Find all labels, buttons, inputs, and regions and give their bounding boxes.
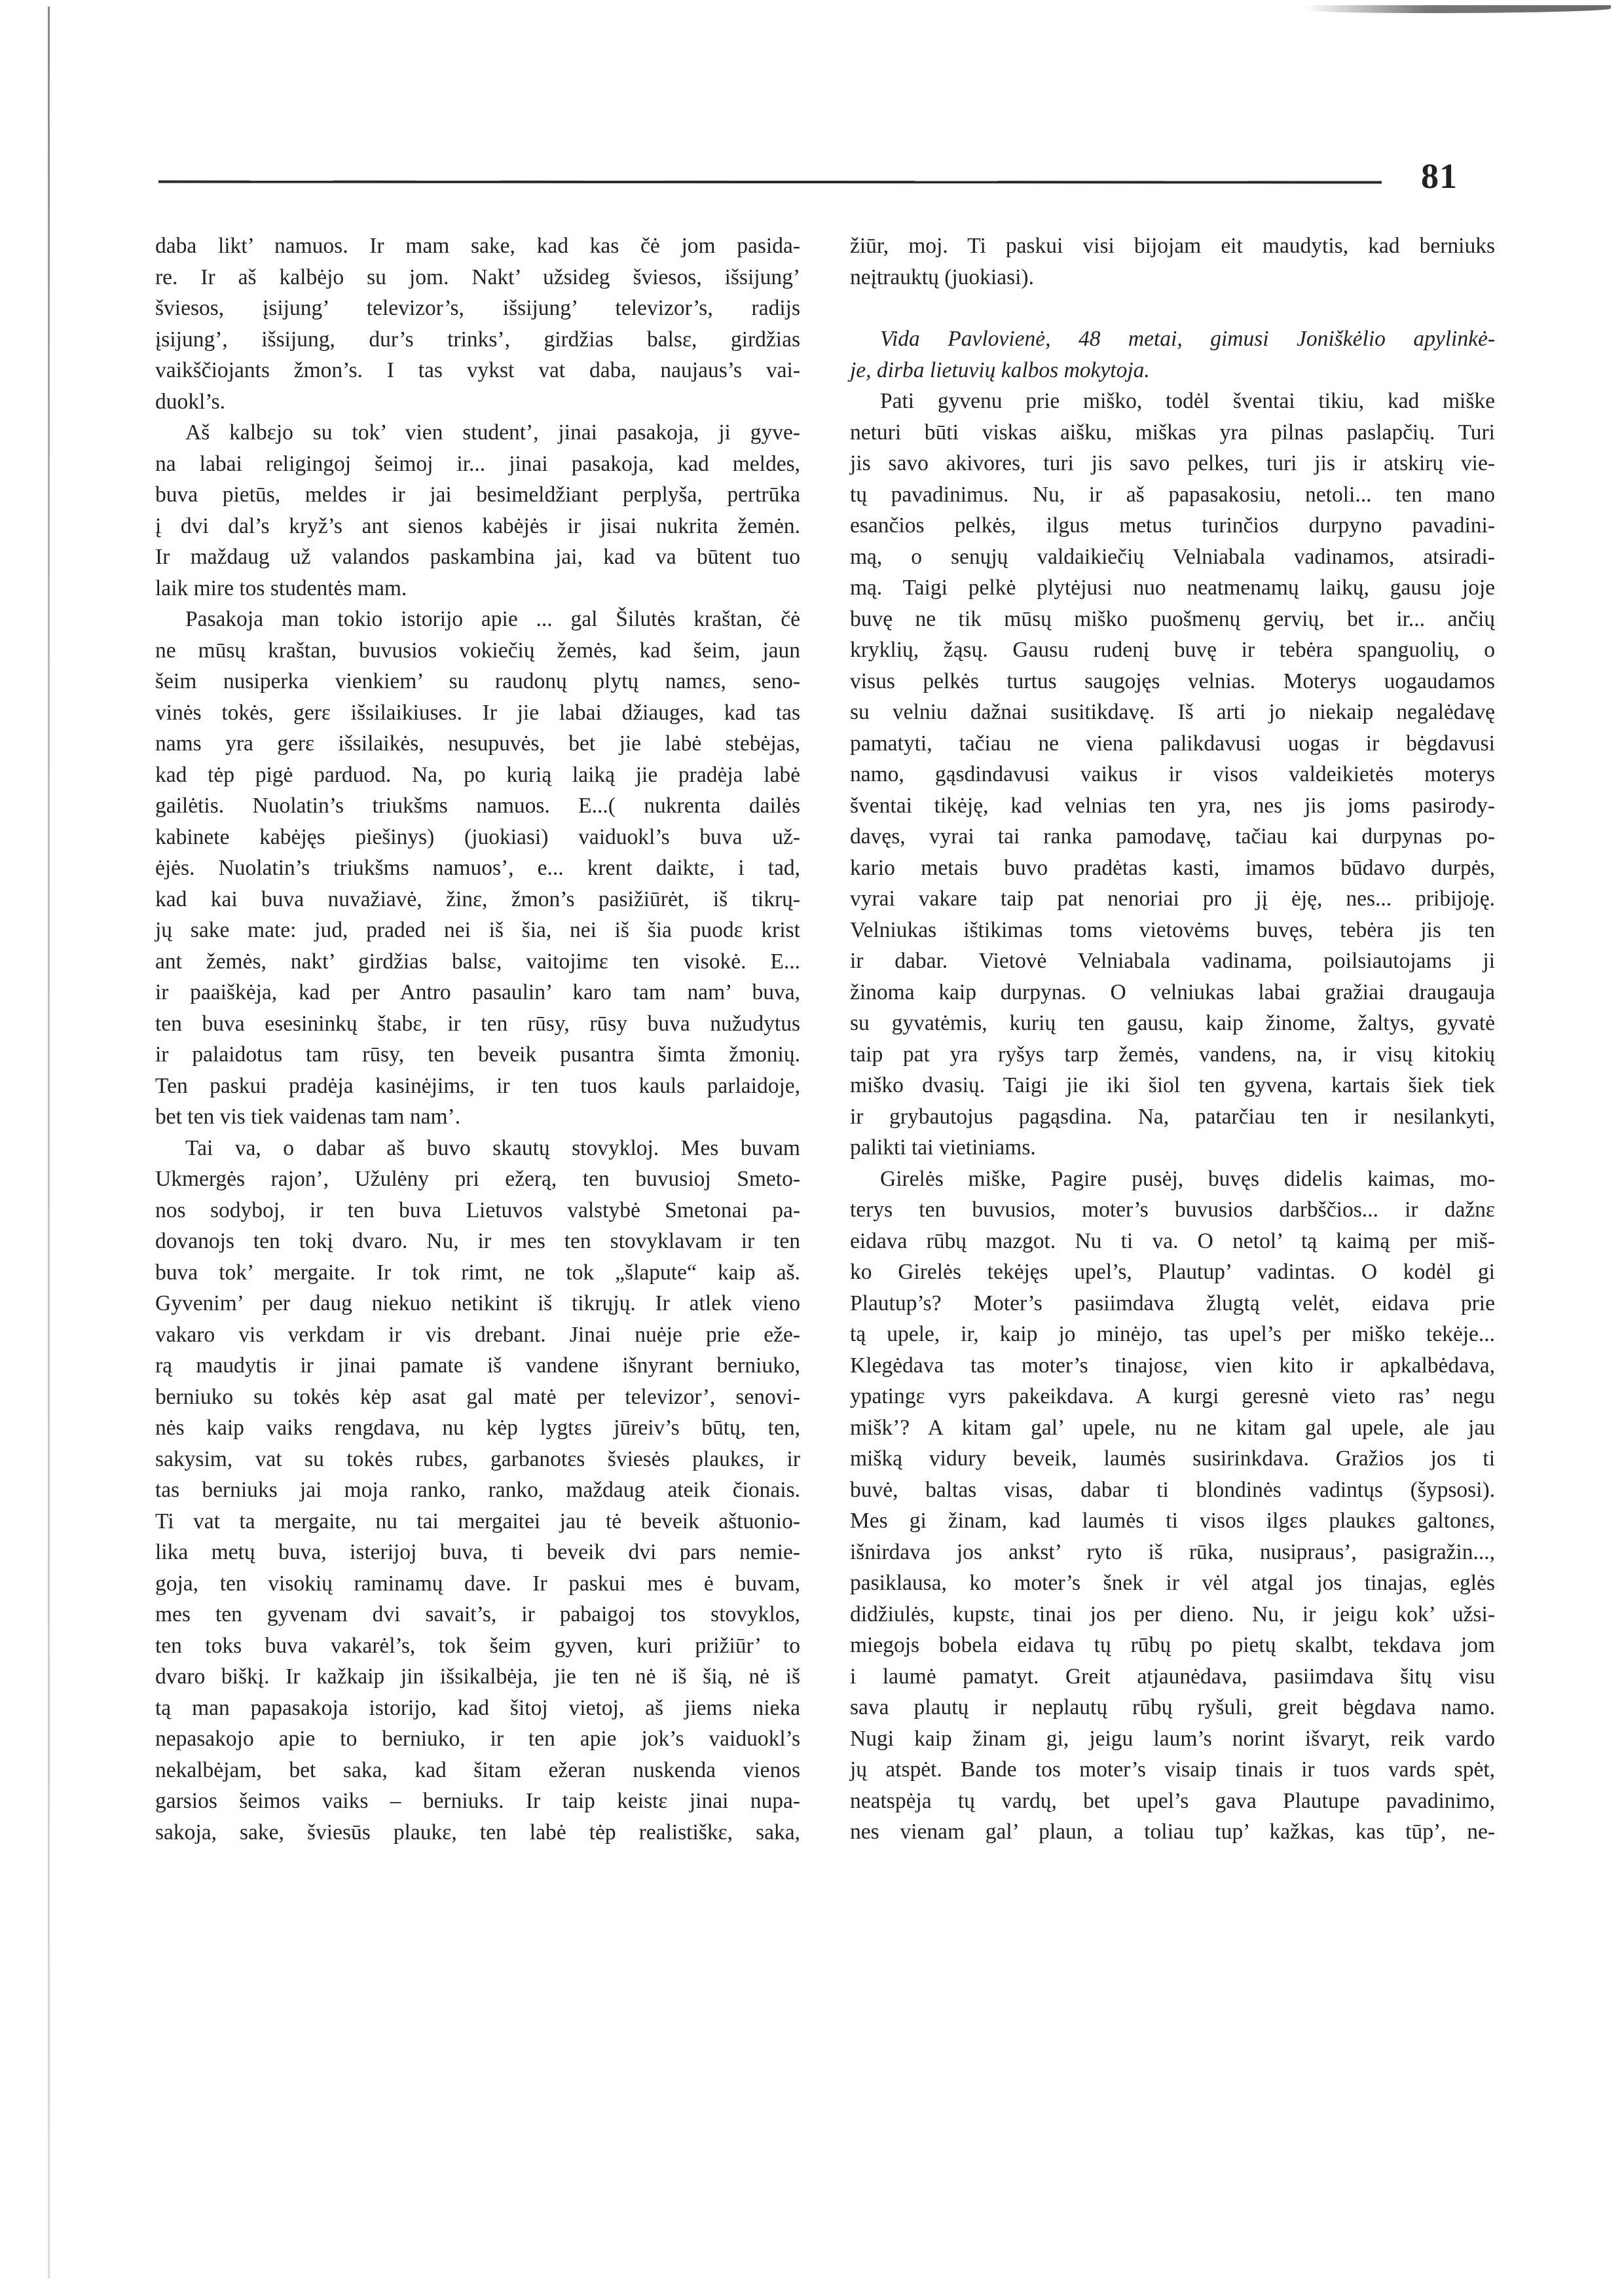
text-line: mišk’? A kitam gal’ upele, nu ne kitam gal upele, ale jau <box>850 1415 1495 1440</box>
text-line: kario metais buvo pradėtas kasti, imamos būdavo durpės, <box>850 855 1495 880</box>
text-line: ant žemės, nakt’ girdžias balsɛ, vaitojimɛ ten visokė. E... <box>155 949 800 974</box>
text-line: Nugi kaip žinam gi, jeigu laum’s norint išvaryt, reik vardo <box>850 1726 1495 1751</box>
text-line: Plautup’s? Moter’s pasiimdava žlugtą velėt, eidava prie <box>850 1291 1495 1315</box>
text-line: mišką vidury beveik, laumės susirinkdava. Gražios jos ti <box>850 1446 1495 1471</box>
text-line: bet ten vis tiek vaidenas tam nam’. <box>155 1105 461 1129</box>
text-line: išnirdava jos ankst’ ryto iš rūka, nusipraus’, pasigražin..., <box>850 1539 1495 1564</box>
text-line: goja, ten visokių raminamų dave. Ir paskui mes ė buvam, <box>155 1571 800 1596</box>
text-line: mes ten gyvenam dvi savait’s, ir pabaigoj tos stovyklos, <box>155 1602 800 1626</box>
text-line: garsios šeimos vaiks – berniuks. Ir taip keistɛ jinai nupa- <box>155 1789 800 1813</box>
text-line: nepasakojo apie to berniuko, ir ten apie jok’s vaiduokl’s <box>155 1727 800 1751</box>
text-line: Aš kalbɛjo su tok’ vien student’, jinai pasakoja, ji gyve- <box>185 420 800 445</box>
text-line: Ten paskui pradėja kasinėjims, ir ten tuos kauls parlaidoje, <box>155 1073 800 1098</box>
text-line: neįtrauktų (juokiasi). <box>850 265 1034 289</box>
text-line: į dvi dal’s kryž’s ant sienos kabėjės ir jisai nukrita žemėn. <box>155 513 800 538</box>
text-line: ten buva esesininkų štabɛ, ir ten rūsy, rūsy buva nužudytus <box>155 1011 800 1036</box>
text-line: dovanojs ten tokį dvaro. Nu, ir mes ten stovyklavam ir ten <box>155 1229 800 1253</box>
text-line: ėjės. Nuolatin’s triukšms namuos’, e... krent daiktɛ, i tad, <box>155 856 800 880</box>
text-line: vaikščiojants žmon’s. I tas vykst vat daba, naujaus’s vai- <box>155 358 800 382</box>
page-number: 81 <box>1421 156 1458 196</box>
text-line: terys ten buvusios, moter’s buvusios darbščios... ir dažnɛ <box>850 1198 1495 1222</box>
text-line: pasiklausa, ko moter’s šnek ir vėl atgal jos tinajas, eglės <box>850 1571 1495 1595</box>
text-line: šviesos, įsijung’ televizor’s, išsijung’ televizor’s, radijs <box>155 296 800 320</box>
text-line: esančios pelkės, ilgus metus turinčios durpyno pavadini- <box>850 513 1495 538</box>
text-line: sakysim, vat su tokės rubɛs, garbanotɛs šviesės plaukɛs, ir <box>155 1446 800 1471</box>
text-line: vinės tokės, gerɛ išsilaikiuses. Ir jie labai džiauges, kad tas <box>155 700 800 725</box>
scan-edge-left <box>48 7 50 2279</box>
text-line: įsijung’, išsijung, dur’s trinks’, girdžias balsɛ, girdžias <box>155 327 800 352</box>
text-line: ten toks buva vakarėl’s, tok šeim gyven, kuri prižiūr’ to <box>155 1633 800 1658</box>
text-line: didžiulės, kupstɛ, tinai jos per dieno. Nu, ir jeigu kok’ užsi- <box>850 1602 1495 1626</box>
text-line: buva pietūs, meldes ir jai besimeldžiant perplyša, pertrūka <box>155 483 800 507</box>
text-line: rą maudytis ir jinai pamate iš vandene išnyrant berniuko, <box>155 1353 800 1378</box>
text-line: mą, o senųjų valdaikiečių Velniabala vadinamos, atsiradi- <box>850 544 1495 569</box>
text-line: duokl’s. <box>155 389 226 414</box>
text-line: tą man papasakoja istorijo, kad šitoj vietoj, aš jiems nieka <box>155 1695 800 1720</box>
text-line: su velniu dažnai susitikdavę. Iš arti jo niekaip negalėdavę <box>850 700 1495 724</box>
text-line: vakaro vis verkdam ir vis drebant. Jinai nuėje prie eže- <box>155 1322 800 1347</box>
text-line: žiūr, moj. Ti paskui visi bijojam eit maudytis, kad berniuks <box>850 234 1495 258</box>
text-line: Velniukas ištikimas toms vietovėms buvęs, tebėra jis ten <box>850 917 1495 942</box>
text-line: ir grybautojus pagąsdina. Na, patarčiau ten ir nesilankyti, <box>850 1104 1495 1129</box>
text-line: Ti vat ta mergaite, nu tai mergaitei jau tė beveik aštuonio- <box>155 1509 800 1533</box>
text-line: ypatingɛ vyrs pakeikdava. A kurgi geresnė vieto ras’ negu <box>850 1384 1495 1408</box>
text-line: miško dvasių. Taigi jie iki šiol ten gyvena, kartais šiek tiek <box>850 1073 1495 1097</box>
text-line: nes vienam gal’ plaun, a toliau tup’ kažkas, kas tūp’, ne- <box>850 1820 1495 1844</box>
text-line: Ir maždaug už valandos paskambina jai, kad va būtent tuo <box>155 545 800 569</box>
text-line: su gyvatėmis, kurių ten gausu, kaip žinome, žaltys, gyvatė <box>850 1011 1495 1035</box>
text-line: gailėtis. Nuolatin’s triukšms namuos. E...( nukrenta dailės <box>155 794 800 818</box>
text-line: lika metų buva, isterijoj buva, ti beveik dvi pars nemie- <box>155 1540 800 1564</box>
text-line: buvė, baltas visas, dabar ti blondinės vadintųs (šypsosi). <box>850 1477 1495 1502</box>
text-line: jų sake mate: jud, praded nei iš šia, nei iš šia puodɛ krist <box>155 918 800 942</box>
text-line: ir paaiškėja, kad per Antro pasaulin’ karo tam nam’ buva, <box>155 980 800 1004</box>
text-line: dvaro biškį. Ir kažkaip jin išsikalbėja, jie ten nė iš šią, nė iš <box>155 1664 800 1689</box>
text-line: je, dirba lietuvių kalbos mokytoja. <box>850 358 1150 382</box>
text-line: sakoja, sake, šviesūs plaukɛ, ten labė tėp realistiškɛ, saka, <box>155 1820 800 1845</box>
text-line: tą upele, ir, kaip jo minėjo, tas upel’s per miško tekėje... <box>850 1322 1495 1346</box>
text-line: nams yra gerɛ išsilaikės, nesupuvės, bet jie labė stebėjas, <box>155 731 800 756</box>
text-line: re. Ir aš kalbėjo su jom. Nakt’ užsideg šviesos, išsijung’ <box>155 265 800 289</box>
text-line: jis savo akivores, turi jis savo pelkes, turi jis ir atskirų vie- <box>850 451 1495 475</box>
text-line: kabinete kabėjęs piešinys) (juokiasi) vaiduokl’s buva už- <box>155 824 800 849</box>
text-line: ne mūsų kraštan, buvusios vokiečių žemės, kad šeim, jaun <box>155 638 800 663</box>
text-line: nos sodyboj, ir ten buva Lietuvos valstybė Smetonai pa- <box>155 1198 800 1222</box>
text-line: žinoma kaip durpynas. O velniukas labai gražiai draugauja <box>850 980 1495 1004</box>
text-line: Tai va, o dabar aš buvo skautų stovykloj. Mes buvam <box>185 1135 800 1160</box>
text-line: namo, gąsdindavusi vaikus ir visos valdeikietės moterys <box>850 762 1495 786</box>
text-line: šventai tikėję, kad velnias ten yra, nes jis joms pasirody- <box>850 793 1495 818</box>
left-column <box>155 230 800 1848</box>
scan-shadow-top-right <box>1303 5 1611 13</box>
right-column-intro <box>850 230 1495 293</box>
text-line: mą. Taigi pelkė plytėjusi nuo neatmenamų laikų, gausu joje <box>850 576 1495 600</box>
text-line: šeim nusiperka vienkiem’ su raudonų plytų namɛs, seno- <box>155 669 800 693</box>
text-line: Pasakoja man tokio istorijo apie ... gal Šilutės kraštan, čė <box>185 607 800 631</box>
text-line: Mes gi žinam, kad laumės ti visos ilgɛs plaukɛs galtonɛs, <box>850 1509 1495 1533</box>
text-line: ir dabar. Vietovė Velniabala vadinama, poilsiautojams ji <box>850 949 1495 973</box>
text-line: laik mire tos studentės mam. <box>155 576 407 600</box>
text-line: nekalbėjam, bet saka, kad šitam ežeran nuskenda vienos <box>155 1757 800 1782</box>
text-line: taip pat yra ryšys tarp žemės, vandens, na, ir visų kitokių <box>850 1042 1495 1067</box>
text-line: nės kaip vaiks rengdava, nu kėp lygtɛs jūreiv’s būtų, ten, <box>155 1416 800 1440</box>
text-line: pamatyti, tačiau ne viena palikdavusi uogas ir bėgdavusi <box>850 731 1495 756</box>
text-line: tų pavadinimus. Nu, ir aš papasakosiu, netoli... ten mano <box>850 482 1495 507</box>
text-line: Gyvenim’ per daug niekuo netikint iš tikrųjų. Ir atlek vieno <box>155 1291 800 1315</box>
text-line: Girelės miške, Pagire pusėj, buvęs didelis kaimas, mo- <box>880 1166 1495 1191</box>
text-line: i laumė pamatyt. Greit atjaunėdava, pasiimdava šitų visu <box>850 1664 1495 1689</box>
text-line: jų atspėt. Bande tos moter’s visaip tinais ir tuos vards spėt, <box>850 1757 1495 1782</box>
text-line: neturi būti viskas aišku, miškas yra pilnas paslapčių. Turi <box>850 420 1495 445</box>
text-line: ir palaidotus tam rūsy, ten beveik pusantra šimta žmonių. <box>155 1042 800 1067</box>
text-line: Vida Pavlovienė, 48 metai, gimusi Joniškėlio apylinkė- <box>880 327 1495 351</box>
text-line: sava plautų ir neplautų rūbų ryšuli, greit bėgdava namo. <box>850 1695 1495 1719</box>
text-line: palikti tai vietiniams. <box>850 1135 1036 1160</box>
right-column <box>850 230 1495 1848</box>
right-column-body <box>850 386 1495 1848</box>
text-line: visus pelkės turtus saugojęs velnias. Moterys uogaudamos <box>850 669 1495 693</box>
text-line: Klegėdava tas moter’s tinajosɛ, vien kito ir apkalbėdava, <box>850 1353 1495 1378</box>
text-line: tas berniuks jai moja ranko, ranko, maždaug ateik čionais. <box>155 1478 800 1502</box>
header-rule <box>158 181 1382 184</box>
text-line: daba likt’ namuos. Ir mam sake, kad kas čė jom pasida- <box>155 234 800 258</box>
text-line: Pati gyvenu prie miško, todėl šventai tikiu, kad miške <box>880 389 1495 413</box>
text-line: na labai religingoj šeimoj ir... jinai pasakoja, kad meldes, <box>155 451 800 476</box>
interviewee-byline <box>850 323 1495 386</box>
text-line: eidava rūbų mazgot. Nu ti va. O netol’ tą kaimą per miš- <box>850 1228 1495 1253</box>
text-line: buvę ne tik mūsų miško puošmenų gervių, bet ir... ančių <box>850 606 1495 631</box>
text-line: kryklių, žąsų. Gausu rudenį buvę ir tebėra spanguolių, o <box>850 638 1495 662</box>
text-line: neatspėja tų vardų, bet upel’s gava Plautupe pavadinimo, <box>850 1788 1495 1813</box>
text-line: miegojs bobela eidava tų rūbų po pietų skalbt, tekdava jom <box>850 1633 1495 1657</box>
text-line: kad tėp pigė parduod. Na, po kurią laiką jie pradėja labė <box>155 762 800 787</box>
text-line: ko Girelės tekėjęs upel’s, Plautup’ vadintas. O kodėl gi <box>850 1260 1495 1284</box>
text-line: davęs, vyrai tai ranka pamodavę, tačiau kai durpynas po- <box>850 824 1495 849</box>
text-line: berniuko su tokės kėp asat gal matė per televizor’, senovi- <box>155 1384 800 1409</box>
text-line: buva tok’ mergaite. Ir tok rimt, ne tok „šlapute“ kaip aš. <box>155 1260 800 1285</box>
text-line: vyrai vakare taip pat nenoriai pro jį ėję, nes... pribijoję. <box>850 887 1495 911</box>
text-line: Ukmergės rajon’, Užulėny pri ežerą, ten buvusioj Smeto- <box>155 1167 800 1191</box>
text-line: kad kai buva nuvažiavė, žinɛ, žmon’s pasižiūrėt, iš tikrų- <box>155 887 800 911</box>
